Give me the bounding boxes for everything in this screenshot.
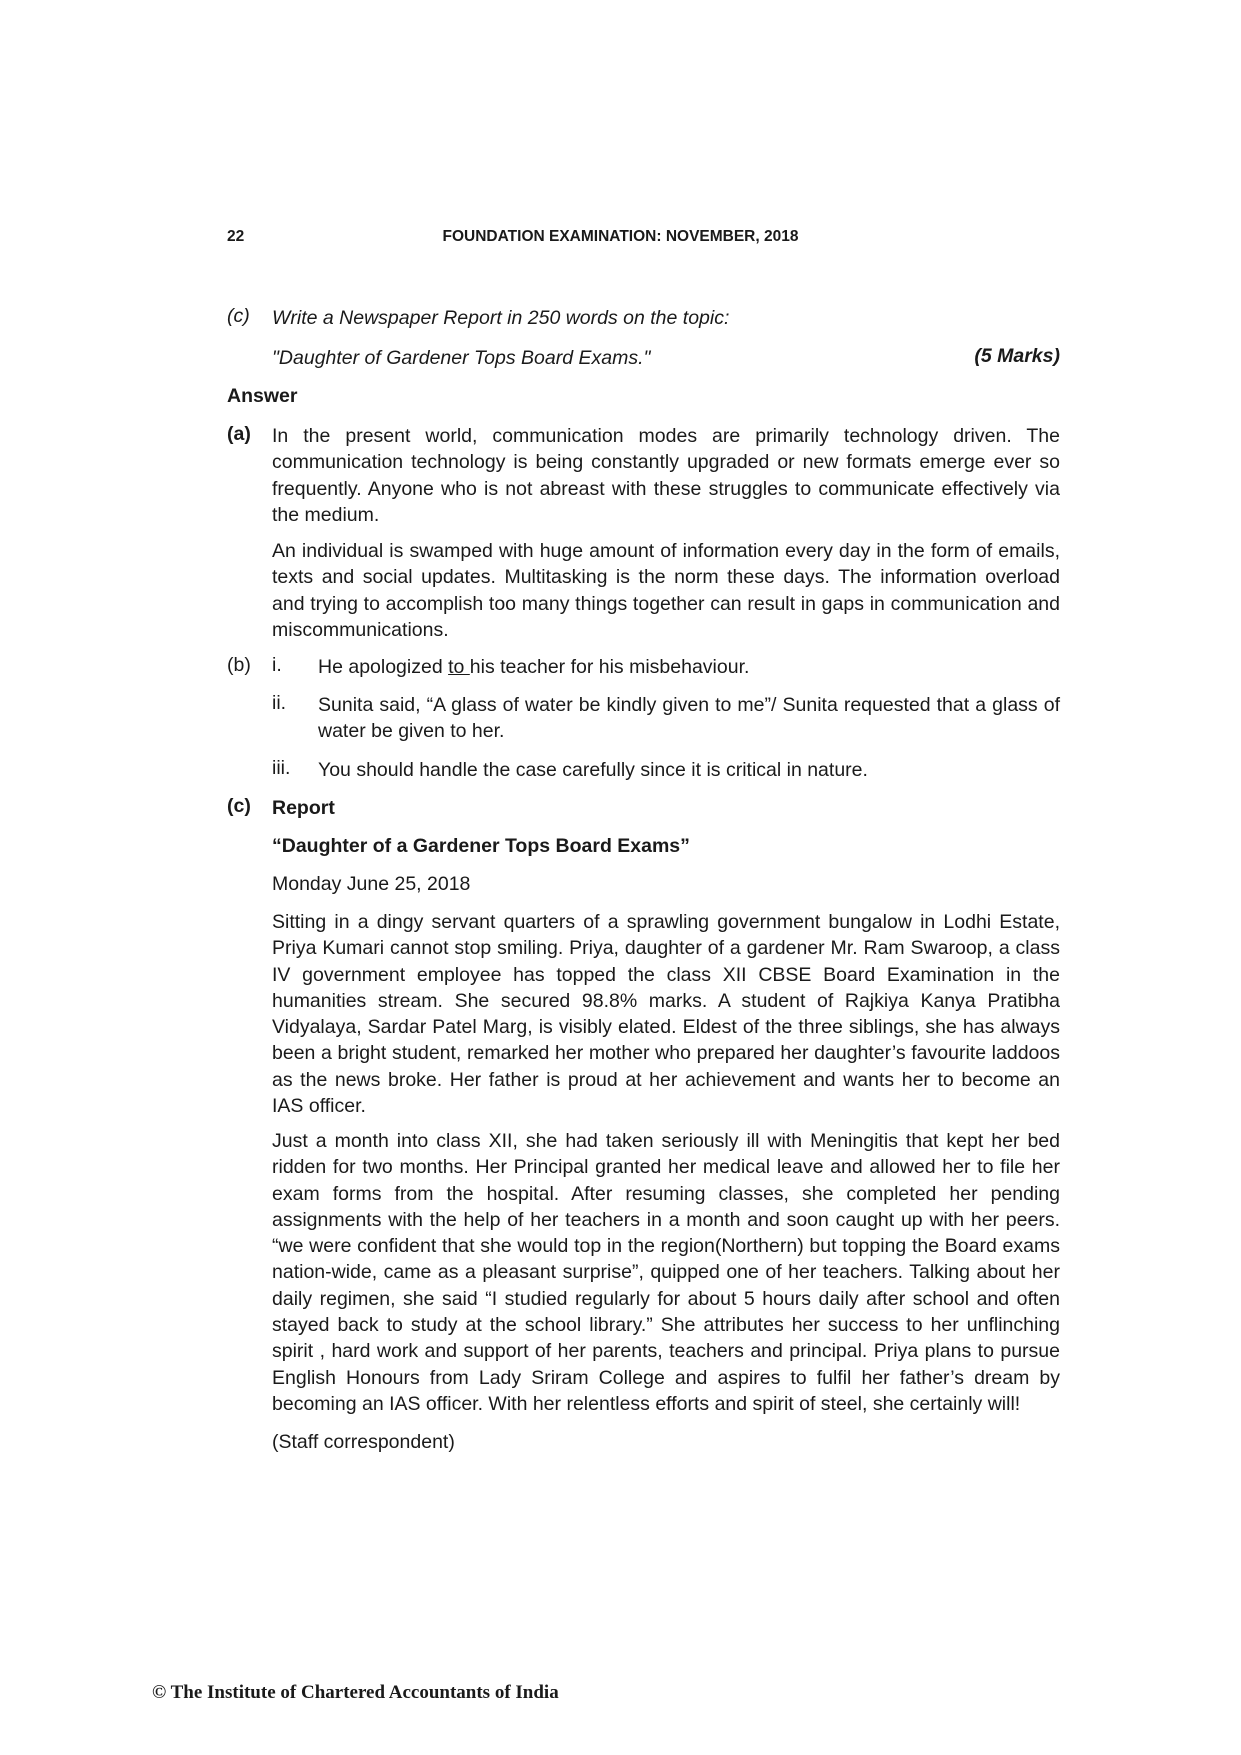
answer-heading: Answer	[227, 385, 298, 407]
answer-b-item-2-num: ii.	[272, 692, 287, 714]
answer-a-para2: An individual is swamped with huge amount of information every day in the form of emails, texts and social updates. Multitasking is the norm these days. The information overload and trying to accomplish too many things together can result in gaps in communication and miscommunications.	[272, 540, 1060, 641]
answer-c-label: (c)	[227, 795, 251, 817]
answer-b-item-3: You should handle the case carefully since it is critical in nature.	[318, 759, 868, 781]
report-para2: Just a month into class XII, she had taken seriously ill with Meningitis that kept her bed ridden for two months. Her Principal granted her medical leave and allowed her to file her exam forms from the hospital. After resuming classes, she completed her pending assignments with the help of her teachers in a month and soon caught up with her peers. “we were confident that she would top in the region(Northern) but topping the Board exams nation-wide, came as a pleasant surprise”, quipped one of her teachers. Talking about her daily regimen, she said “I studied regularly for about 5 hours daily after school and often stayed back to study at the school library.” She attributes her success to her unflinching spirit , hard work and support of her parents, teachers and principal. Priya plans to pursue English Honours from Lady Sriram College and aspires to fulfil her father’s dream by becoming an IAS officer. With her relentless efforts and spirit of steel, she certainly will!	[272, 1130, 1060, 1415]
question-c-label: (c)	[227, 305, 250, 327]
report-headline: “Daughter of a Gardener Tops Board Exams”	[272, 835, 690, 857]
answer-b-item-1-num: i.	[272, 654, 282, 676]
answer-b-item-1-underlined: to	[448, 656, 470, 678]
page-number: 22	[227, 228, 245, 245]
answer-b-item-2: Sunita said, “A glass of water be kindly given to me”/ Sunita requested that a glass of water be given to her.	[318, 694, 1060, 743]
answer-b-item-1-post: his teacher for his misbehaviour.	[469, 656, 750, 678]
answer-b-item-3-num: iii.	[272, 757, 291, 779]
answer-b-item-1	[318, 654, 1060, 680]
report-signoff: (Staff correspondent)	[272, 1431, 455, 1453]
answer-b-item-1-pre: He apologized	[318, 656, 449, 678]
running-header: FOUNDATION EXAMINATION: NOVEMBER, 2018	[442, 228, 799, 245]
answer-a-para1: In the present world, communication modes are primarily technology driven. The communication technology is being constantly upgraded or new formats emerge ever so frequently. Anyone who is not abreast with these struggles to communicate effectively via the medium.	[272, 425, 1060, 526]
question-c-topic: "Daughter of Gardener Tops Board Exams."	[272, 347, 651, 369]
answer-c-heading: Report	[272, 797, 335, 819]
question-c-prompt: Write a Newspaper Report in 250 words on the topic:	[272, 307, 730, 329]
footer-copyright: © The Institute of Chartered Accountants of India	[152, 1682, 559, 1703]
report-para1: Sitting in a dingy servant quarters of a sprawling government bungalow in Lodhi Estate, Priya Kumari cannot stop smiling. Priya, daughter of a gardener Mr. Ram Swaroop, a class IV government employee has topped the class XII CBSE Board Examination in the humanities stream. She secured 98.8% marks. A student of Rajkiya Kanya Pratibha Vidyalaya, Sardar Patel Marg, is visibly elated. Eldest of the three siblings, she has always been a bright student, remarked her mother who prepared her daughter’s favourite laddoos as the news broke. Her father is proud at her achievement and wants her to become an IAS officer.	[272, 911, 1060, 1118]
answer-b-label: (b)	[227, 654, 251, 676]
answer-a-label: (a)	[227, 423, 251, 445]
report-date: Monday June 25, 2018	[272, 873, 471, 895]
question-c-marks: (5 Marks)	[974, 345, 1060, 367]
